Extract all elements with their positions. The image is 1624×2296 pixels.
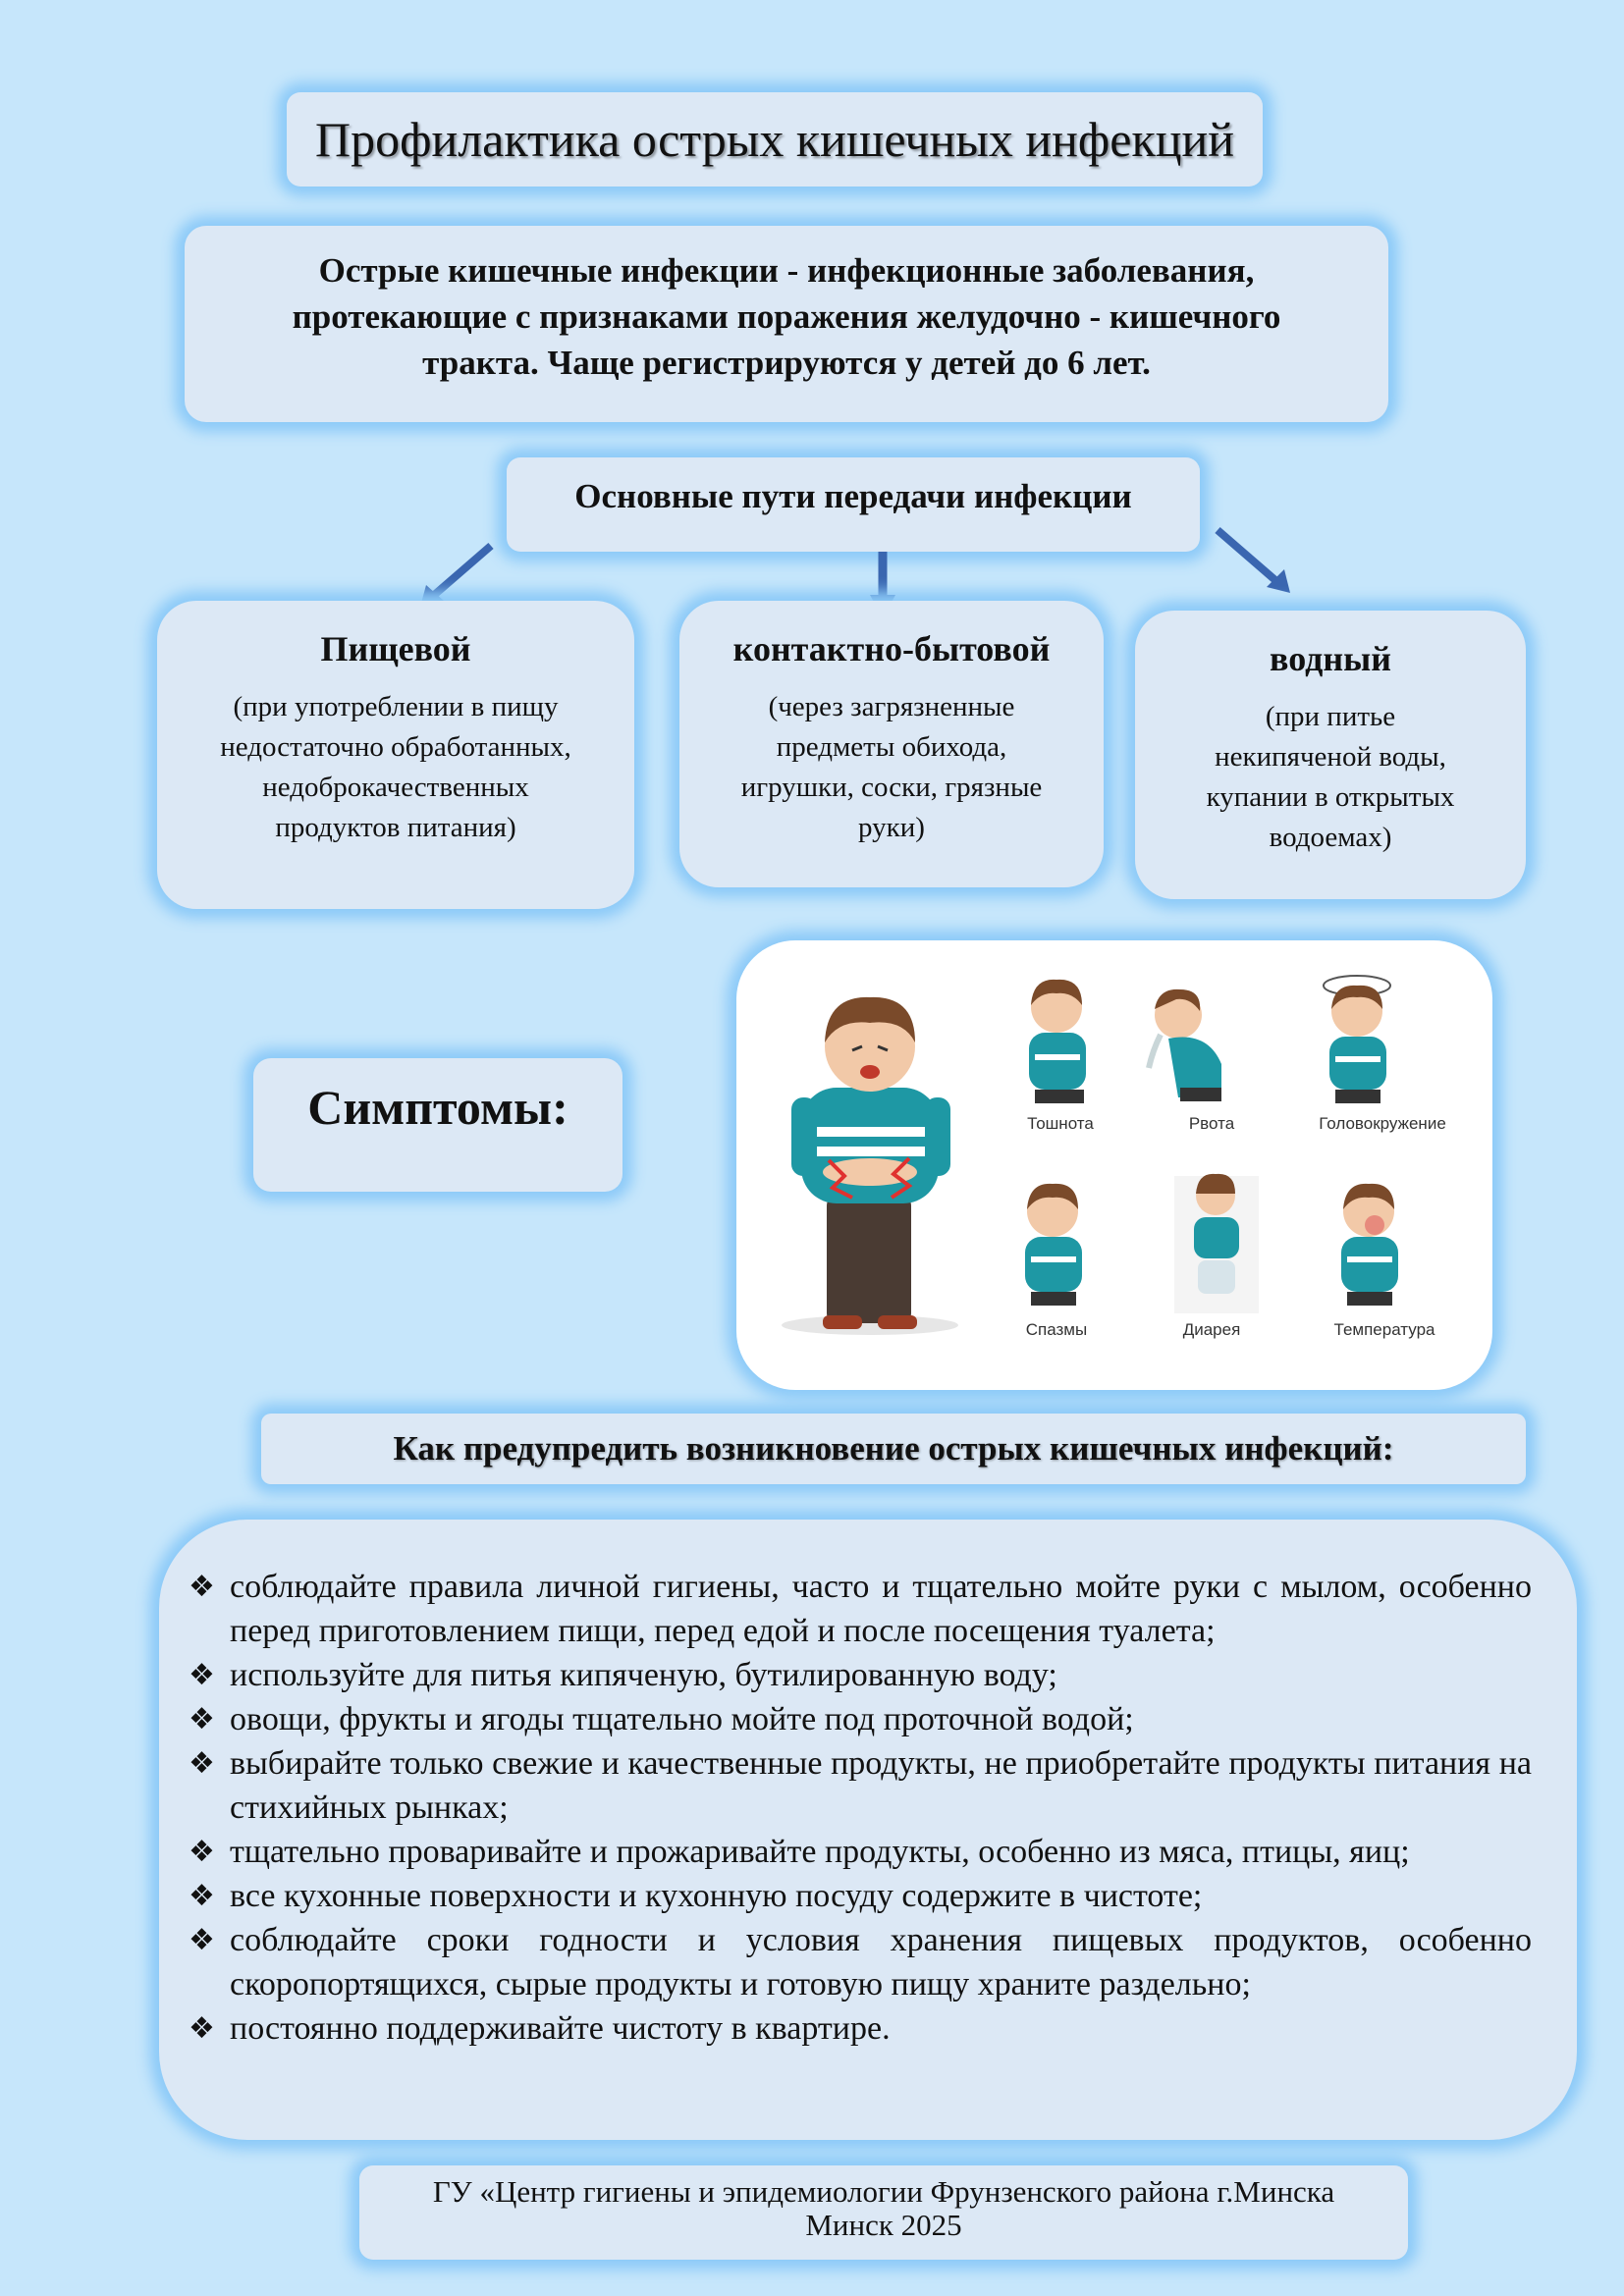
route-desc-food: [173, 687, 619, 848]
route-desc-line: недоброкачественных: [262, 772, 529, 803]
arrow-right-icon: [1214, 526, 1292, 595]
route-desc-line: руки): [858, 812, 925, 843]
prevention-list: [189, 1565, 1532, 2051]
symptom-label-vomiting: Рвота: [1188, 1114, 1235, 1133]
route-card-food: [157, 601, 634, 909]
route-desc-line: игрушки, соски, грязные: [740, 772, 1043, 803]
fever-figure: [1341, 1184, 1398, 1306]
title-banner: [287, 92, 1263, 187]
route-card-contact: [679, 601, 1104, 887]
nausea-figure: [1029, 980, 1086, 1103]
diamond-bullet-icon: ❖: [189, 1879, 215, 1913]
route-name-contact: контактно-бытовой: [732, 629, 1051, 668]
route-name-food: Пищевой: [320, 629, 471, 668]
prevention-item-text: соблюдайте сроки годности и условия хранения пищевых продуктов, особенно скоропортящихся, сырые продукты и готовую пищу храните раздельно;: [230, 1922, 1532, 2002]
intro-line-3: тракта. Чаще регистрируются у детей до 6 лет.: [422, 344, 1151, 382]
prevention-item-text: постоянно поддерживайте чистоту в квартире.: [230, 2010, 891, 2047]
boy-large-figure: [782, 997, 958, 1335]
prevention-item: [189, 1830, 1532, 1874]
prevention-item-text: тщательно проваривайте и прожаривайте продукты, особенно из мяса, птицы, яиц;: [230, 1834, 1410, 1870]
symptom-label-dizziness: Головокружение: [1319, 1114, 1446, 1133]
prevention-item: [189, 2006, 1532, 2051]
diamond-bullet-icon: ❖: [189, 1658, 215, 1692]
intro-line-2: протекающие с признаками поражения желудочно - кишечного: [292, 297, 1281, 336]
cramps-figure: [1025, 1184, 1082, 1306]
prevention-heading-box: [261, 1414, 1526, 1484]
route-desc-contact: [695, 687, 1088, 848]
routes-heading-box: [507, 457, 1200, 552]
symptoms-illustration: [736, 940, 1492, 1390]
prevention-item: [189, 1653, 1532, 1697]
symptoms-figure: [736, 940, 1492, 1390]
route-desc-line: (при питье: [1265, 701, 1396, 732]
prevention-item: [189, 1565, 1532, 1653]
prevention-item: [189, 1918, 1532, 2006]
route-card-water: [1135, 611, 1526, 899]
route-desc-line: купании в открытых: [1206, 781, 1455, 813]
route-desc-line: водоемах): [1269, 822, 1392, 853]
prevention-item-text: овощи, фрукты и ягоды тщательно мойте под проточной водой;: [230, 1701, 1134, 1737]
symptoms-heading: Симптомы:: [307, 1080, 568, 1135]
route-desc-line: некипяченой воды,: [1215, 741, 1446, 773]
prevention-item-text: соблюдайте правила личной гигиены, часто и тщательно мойте руки с мылом, особенно перед приготовлением пищи, перед едой и после посещения туалета;: [230, 1569, 1532, 1649]
prevention-item-text: все кухонные поверхности и кухонную посуду содержите в чистоте;: [230, 1878, 1203, 1914]
diamond-bullet-icon: ❖: [189, 1746, 215, 1781]
symptom-label-diarrhea: Диарея: [1182, 1320, 1241, 1339]
route-desc-line: (при употреблении в пищу: [233, 691, 559, 722]
route-desc-line: продуктов питания): [275, 812, 516, 843]
routes-heading: Основные пути передачи инфекции: [574, 477, 1132, 515]
route-desc-line: (через загрязненные: [768, 691, 1015, 722]
prevention-item-text: выбирайте только свежие и качественные продукты, не приобретайте продукты питания на стихийных рынках;: [230, 1745, 1532, 1826]
symptom-label-cramps: Спазмы: [1025, 1320, 1088, 1339]
route-desc-line: предметы обихода,: [776, 731, 1007, 763]
diamond-bullet-icon: ❖: [189, 2011, 215, 2046]
dizziness-figure: [1324, 976, 1390, 1103]
prevention-heading: Как предупредить возникновение острых кишечных инфекций:: [393, 1429, 1394, 1468]
prevention-item-text: используйте для питья кипяченую, бутилированную воду;: [230, 1657, 1057, 1693]
route-desc-line: недостаточно обработанных,: [220, 731, 571, 763]
diamond-bullet-icon: ❖: [189, 1835, 215, 1869]
footer-box: [359, 2165, 1408, 2260]
page-title: Профилактика острых кишечных инфекций: [314, 112, 1235, 167]
prevention-panel: [159, 1520, 1577, 2140]
vomit-figure: [1149, 989, 1221, 1101]
symptom-label-fever: Температура: [1333, 1320, 1435, 1339]
diamond-bullet-icon: ❖: [189, 1702, 215, 1736]
intro-panel: [185, 226, 1388, 422]
symptom-label-nausea: Тошнота: [1027, 1114, 1094, 1133]
route-desc-water: [1151, 697, 1510, 858]
prevention-item: [189, 1874, 1532, 1918]
diarrhea-figure: [1174, 1174, 1259, 1313]
route-name-water: водный: [1270, 639, 1391, 678]
symptoms-heading-box: [253, 1058, 623, 1192]
diamond-bullet-icon: ❖: [189, 1570, 215, 1604]
prevention-item: [189, 1697, 1532, 1741]
footer-city-year: Минск 2025: [805, 2208, 962, 2242]
diamond-bullet-icon: ❖: [189, 1923, 215, 1957]
prevention-item: [189, 1741, 1532, 1830]
intro-line-1: Острые кишечные инфекции - инфекционные заболевания,: [318, 251, 1255, 290]
footer-organization: ГУ «Центр гигиены и эпидемиологии Фрунзенского района г.Минска: [432, 2174, 1335, 2209]
